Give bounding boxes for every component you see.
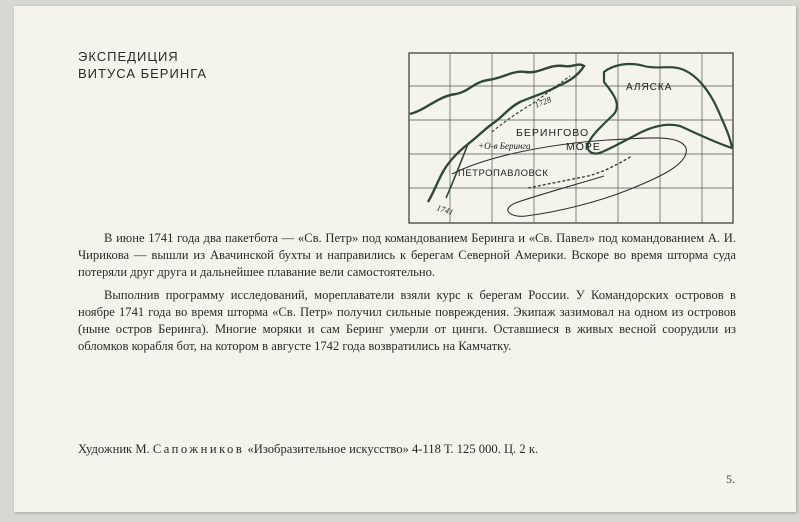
body-paragraph-1: В июне 1741 года два пакетбота — «Св. Петр» под командованием Беринга и «Св. Павел» под командованием А. И. Чирикова — вышли из Авачинской бухты и направились к берегам Северной Америки. Вскоре во время шторма суда потеряли друг друга и дальнейшее плавание вели самостоятельно. xyxy=(78,231,736,279)
artist-name: Сапожников xyxy=(152,442,245,456)
expedition-map xyxy=(408,52,734,224)
page-number: 5. xyxy=(726,472,735,486)
label-year-1728: 1728 xyxy=(533,94,553,110)
body-text xyxy=(78,230,736,361)
body-paragraph-2: Выполнив программу исследований, мореплаватели взяли курс к берегам России. У Командорских островов в ноябре 1741 года во время шторма «Св. Петр» получил сильные повреждения. Экипаж зазимовал на одном из островов (ныне остров Беринга). Многие моряки и сам Беринг умерли от цинги. Оставшиеся в живых весной соорудили из обломков корабля бот, на котором в августе 1742 года возвратились на Камчатку. xyxy=(78,288,736,353)
label-petropavlovsk: ПЕТРОПАВЛОВСК xyxy=(458,168,549,179)
label-alaska: АЛЯСКА xyxy=(626,82,673,93)
title-block xyxy=(78,48,207,82)
postcard-back xyxy=(14,6,796,512)
label-year-1741: 1741 xyxy=(435,202,455,218)
label-bering-island: +О-в Беринга xyxy=(478,141,531,151)
title-line-2: ВИТУСА БЕРИНГА xyxy=(78,66,208,81)
publisher: «Изобразительное искусство» xyxy=(247,442,409,456)
label-bering-sea-1: БЕРИНГОВО xyxy=(516,127,590,139)
title-line-1: ЭКСПЕДИЦИЯ xyxy=(78,49,179,64)
credits-line xyxy=(78,442,538,457)
label-bering-sea-2: МОРЕ xyxy=(566,141,601,153)
print-codes: 4-118 Т. 125 000. Ц. 2 к. xyxy=(411,442,539,456)
artist-label: Художник М. xyxy=(78,442,150,456)
